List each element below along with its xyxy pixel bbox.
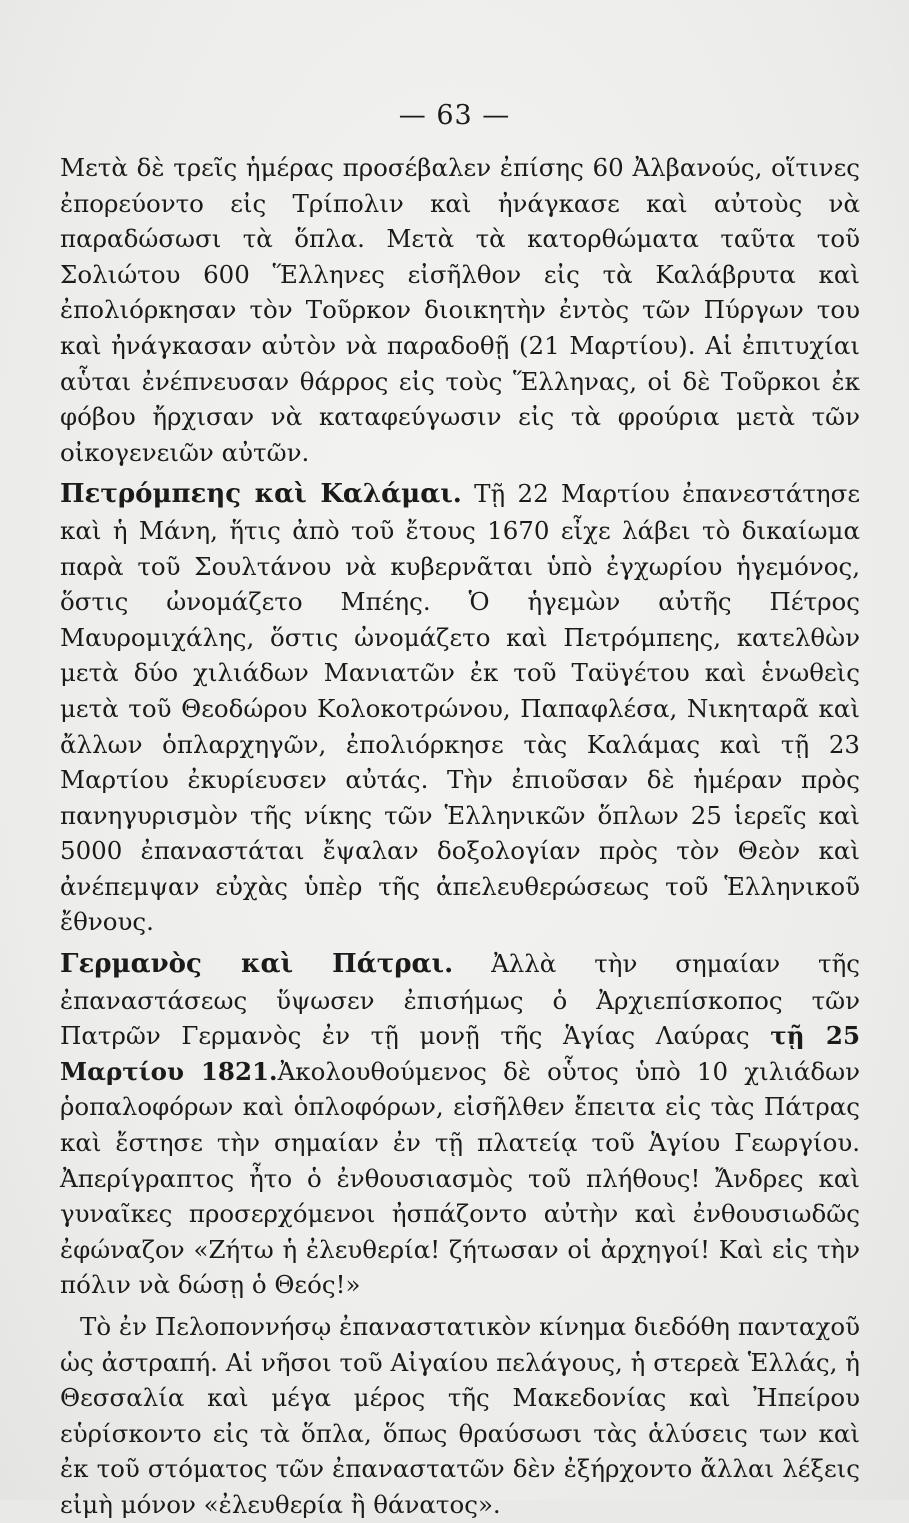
page-number: — 63 — [398,100,511,131]
paragraph-1 [60,150,860,470]
paragraph-3-text-after-date: Ἀκολουθούμενος δὲ οὗτος ὑπὸ 10 χιλιάδων ῥοπαλοφόρων καὶ ὁπλοφόρων, εἰσῆλθεν ἔπειτα εἰς τὰς Πάτρας καὶ ἔστησε τὴν σημαίαν ἐν τῇ πλατείᾳ τοῦ Ἁγίου Γεωργίου. Ἀπερίγραπτος ἦτο ὁ ἐνθουσιασμὸς τοῦ πλήθους! Ἄνδρες καὶ γυναῖκες προσερχόμενοι ἠσπάζοντο αὐτὴν καὶ ἐνθουσιωδῶς ἐφώναζον «Ζήτω ἡ ἐλευθερία! ζήτωσαν οἱ ἀρχηγοί! Καὶ εἰς τὴν πόλιν νὰ δώσῃ ὁ Θεός!» [60,1056,861,1300]
body-text [60,150,860,1523]
paragraph-3 [60,946,860,1303]
paragraph-2-text: Τῇ 22 Μαρτίου ἐπανεστάτησε καὶ ἡ Μάνη, ἥτις ἀπὸ τοῦ ἔτους 1670 εἶχε λάβει τὸ δικαίωμα παρὰ τοῦ Σουλτάνου νὰ κυβερνᾶται ὑπὸ ἐγχωρίου ἡγεμόνος, ὅστις ὠνομάζετο Μπέης. Ὁ ἡγεμὼν αὐτῆς Πέτρος Μαυρομιχάλης, ὅστις ὠνομάζετο καὶ Πετρόμπεης, κατελθὼν μετὰ δύο χιλιάδων Μανιατῶν ἐκ τοῦ Ταϋγέτου καὶ ἑνωθεὶς μετὰ τοῦ Θεοδώρου Κολοκοτρώνου, Παπαφλέσα, Νικηταρᾶ καὶ ἄλλων ὁπλαρχηγῶν, ἐπολιόρκησε τὰς Καλάμας καὶ τῇ 23 Μαρτίου ἐκυρίευσεν αὐτάς. Τὴν ἐπιοῦσαν δὲ ἡμέραν πρὸς πανηγυρισμὸν τῆς νίκης τῶν Ἑλληνικῶν ὅπλων 25 ἱερεῖς καὶ 5000 ἐπαναστάται ἔψαλαν δοξολογίαν πρὸς τὸν Θεὸν καὶ ἀνέπεμψαν εὐχὰς ὑπὲρ τῆς ἀπελευθερώσεως τοῦ Ἑλληνικοῦ ἔθνους. [60,479,861,937]
section-heading-germanos: Γερμανὸς καὶ Πάτραι. [60,949,454,980]
paragraph-4 [60,1309,860,1523]
paragraph-3-text-before-date: Ἀλλὰ τὴν σημαίαν τῆς ἐπαναστάσεως ὕψωσεν ἐπισήμως ὁ Ἀρχιεπίσκοπος τῶν Πατρῶν Γερμανὸς ἐν τῇ μονῇ τῆς Ἁγίας Λαύρας [60,949,860,1051]
paragraph-2 [60,476,860,940]
paragraph-1-text: Μετὰ δὲ τρεῖς ἡμέρας προσέβαλεν ἐπίσης 60 Ἀλβανούς, οἵτινες ἐπορεύοντο εἰς Τρίπολιν καὶ ἠνάγκασε καὶ αὐτοὺς νὰ παραδώσωσι τὰ ὅπλα. Μετὰ τὰ κατορθώματα ταῦτα τοῦ Σολιώτου 600 Ἕλληνες εἰσῆλθον εἰς τὰ Καλάβρυτα καὶ ἐπολιόρκησαν τὸν Τοῦρκον διοικητὴν ἐντὸς τῶν Πύργων του καὶ ἠνάγκασαν αὐτὸν νὰ παραδοθῇ (21 Μαρτίου). Αἱ ἐπιτυχίαι αὗται ἐνέπνευσαν θάρρος εἰς τοὺς Ἕλληνας, οἱ δὲ Τοῦρκοι ἐκ φόβου ἤρχισαν νὰ καταφεύγωσιν εἰς τὰ φρούρια μετὰ τῶν οἰκογενειῶν αὐτῶν. [60,153,860,467]
paragraph-4-text: Τὸ ἐν Πελοποννήσῳ ἐπαναστατικὸν κίνημα διεδόθη πανταχοῦ ὡς ἀστραπή. Αἱ νῆσοι τοῦ Αἰγαίου πελάγους, ἡ στερεὰ Ἑλλάς, ἡ Θεσσαλία καὶ μέγα μέρος τῆς Μακεδονίας καὶ Ἠπείρου εὑρίσκοντο εἰς τὰ ὅπλα, ὅπως θραύσωσι τὰς ἁλύσεις των καὶ ἐκ τοῦ στόματος τῶν ἐπαναστατῶν δὲν ἐξήρχοντο ἄλλαι λέξεις εἰμὴ μόνον «ἐλευθερία ἢ θάνατος». [60,1312,860,1519]
section-heading-petrompeis: Πετρόμπεης καὶ Καλάμαι. [60,479,462,510]
bold-date: τῇ 25 Μαρτίου 1821. [60,1021,861,1086]
